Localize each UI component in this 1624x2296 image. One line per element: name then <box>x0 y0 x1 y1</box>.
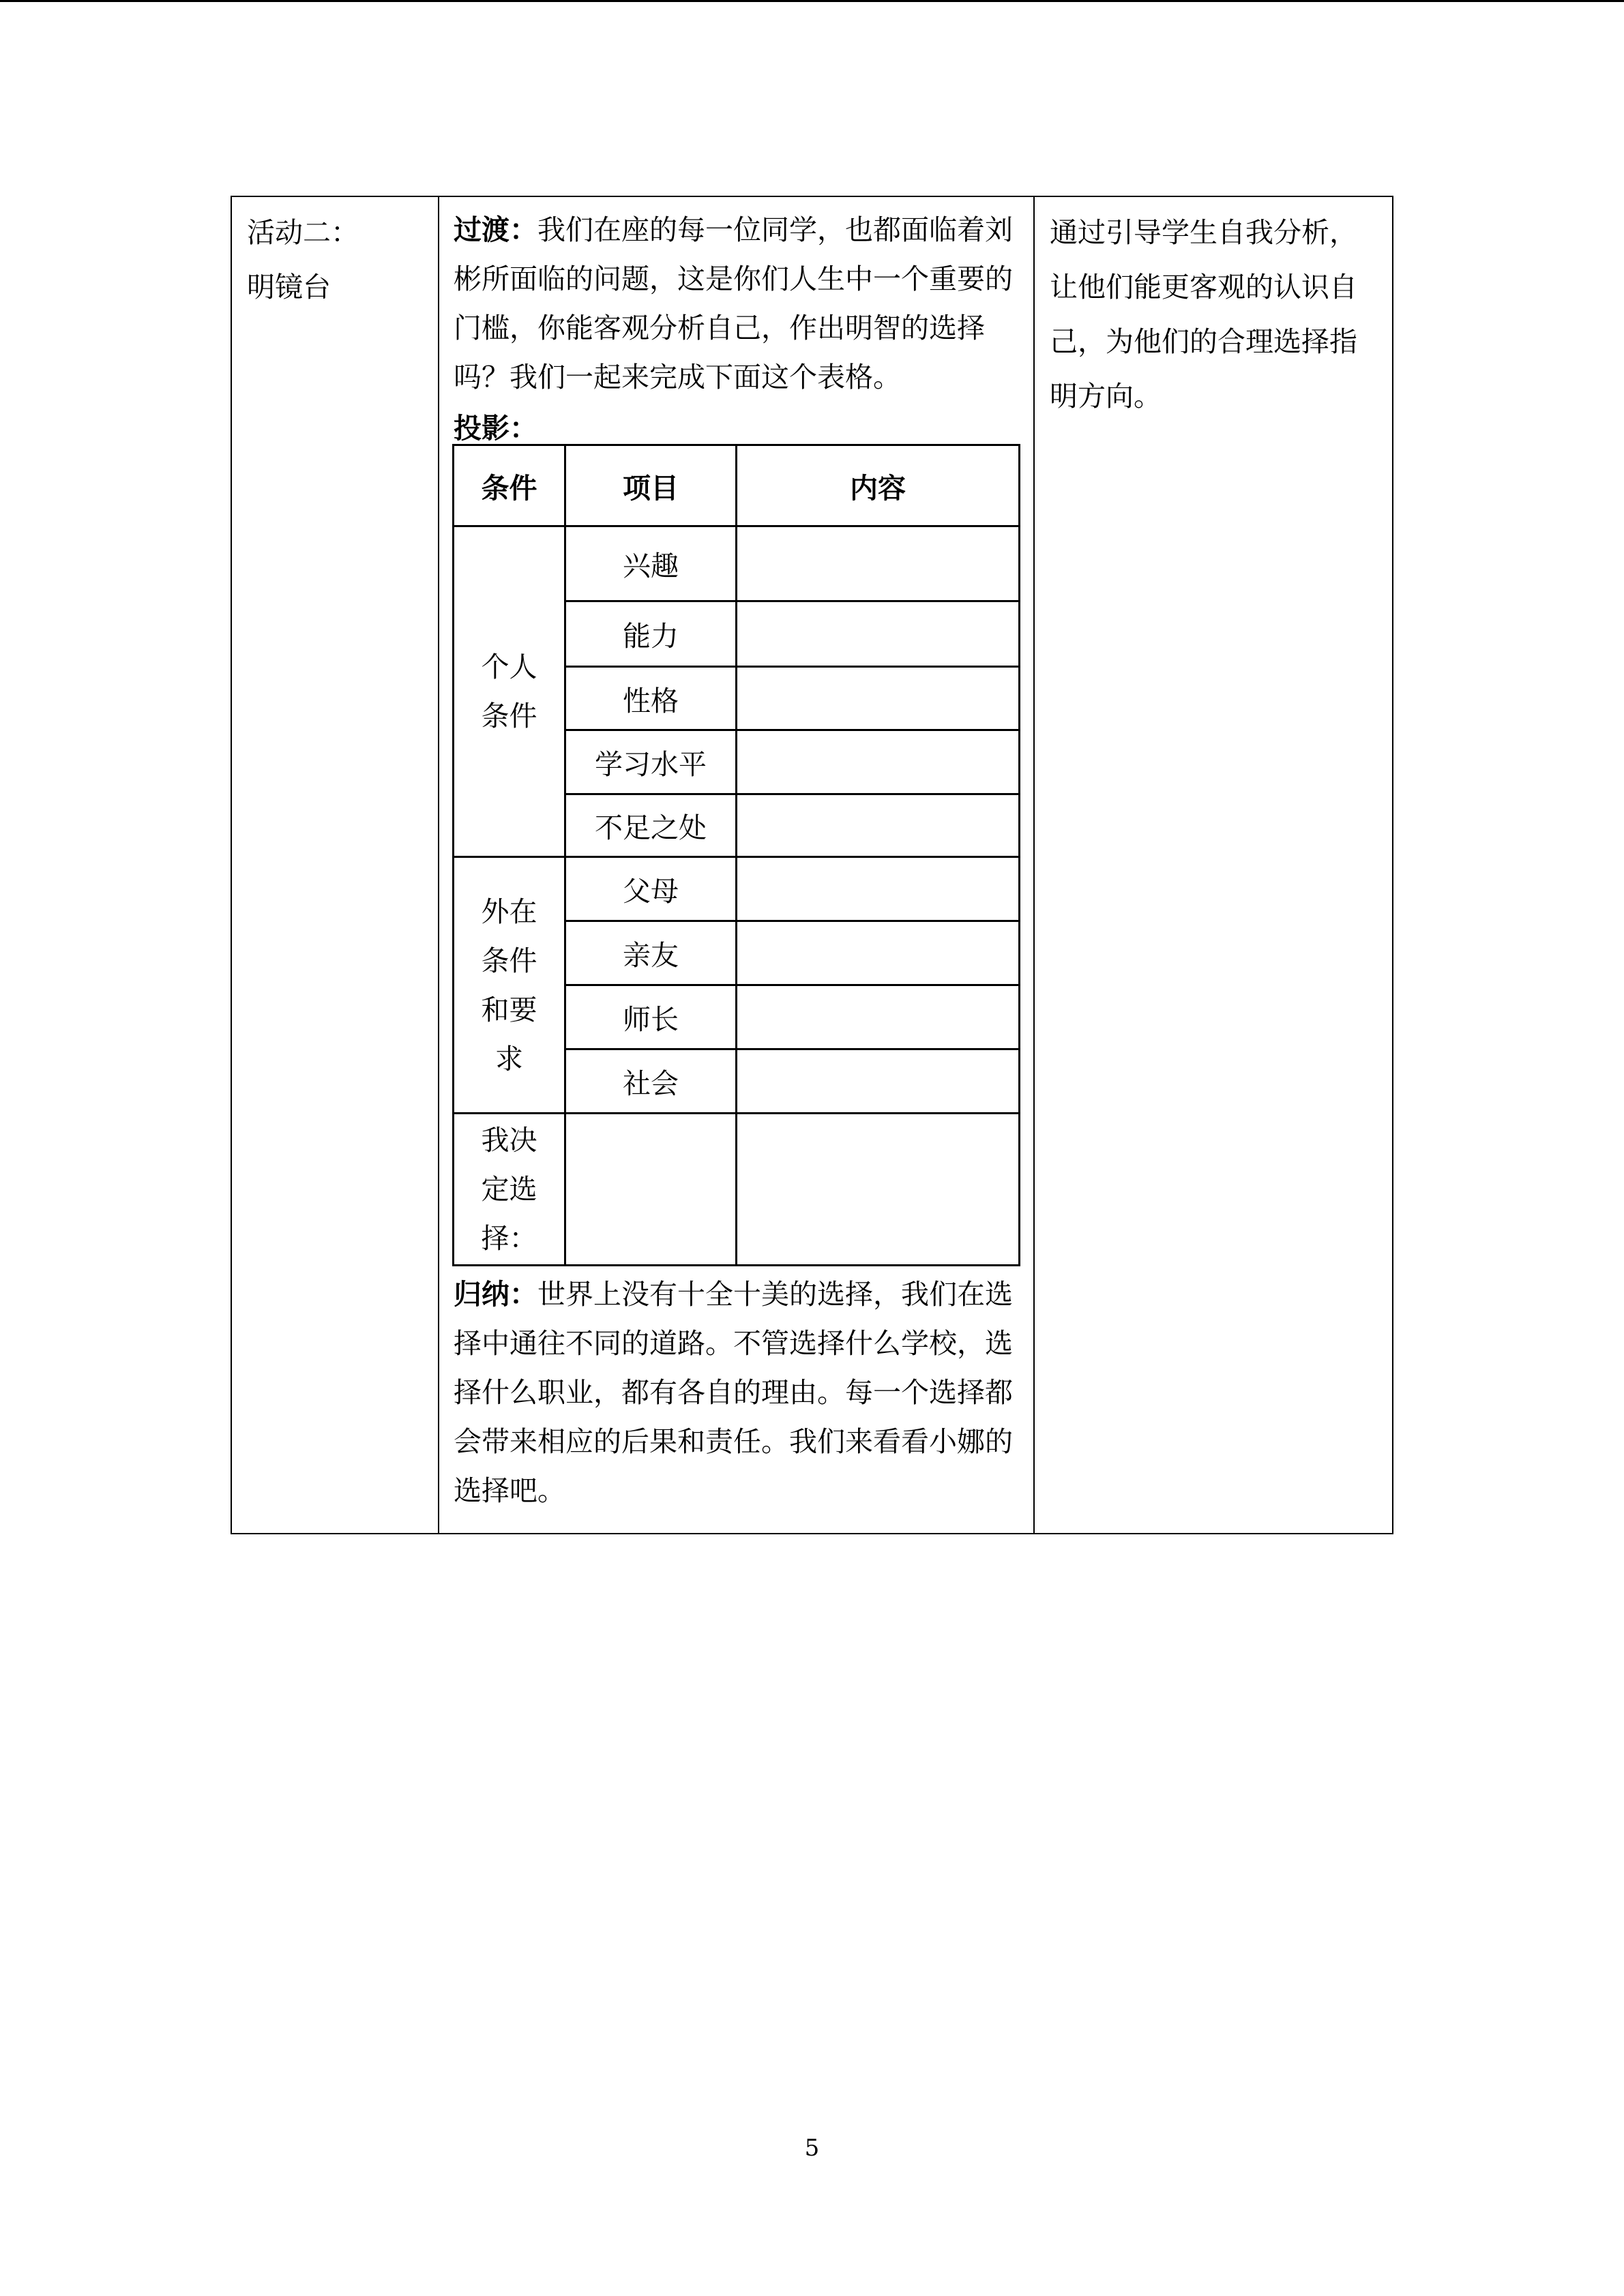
projection-label: 投影： <box>454 412 537 445</box>
transition-label: 过渡： <box>454 213 537 246</box>
item-cell: 社会 <box>565 1049 737 1114</box>
content-cell <box>737 794 1020 857</box>
personal-group-label: 个人条件 <box>481 651 537 732</box>
decision-label: 我决定选择： <box>481 1124 537 1255</box>
item-cell: 兴趣 <box>565 526 737 601</box>
top-border-rule <box>0 0 1624 2</box>
activity-name: 明镜台 <box>247 271 331 303</box>
content-cell <box>737 985 1020 1049</box>
item-cell: 亲友 <box>565 921 737 985</box>
content-cell <box>737 667 1020 730</box>
content-cell <box>737 921 1020 985</box>
table-header-row <box>454 445 1020 526</box>
content-cell <box>737 730 1020 794</box>
lesson-table <box>231 196 1393 1534</box>
decision-cell <box>454 1114 565 1266</box>
decision-row <box>454 1114 1020 1266</box>
purpose-cell: 通过引导学生自我分析，让他们能更客观的认识自己，为他们的合理选择指明方向。 <box>1050 216 1357 413</box>
content-cell <box>737 1114 1020 1266</box>
item-cell: 师长 <box>565 985 737 1049</box>
projection-table <box>452 444 1020 1266</box>
item-cell <box>565 1114 737 1266</box>
table-row <box>454 526 1020 601</box>
item-cell: 父母 <box>565 857 737 921</box>
item-cell: 学习水平 <box>565 730 737 794</box>
external-group-cell <box>454 857 565 1114</box>
item-cell: 性格 <box>565 667 737 730</box>
summary-paragraph <box>454 1270 1023 1515</box>
column-divider <box>1033 197 1035 1533</box>
personal-group-cell <box>454 526 565 857</box>
external-group-label: 外在条件和要求 <box>481 895 537 1075</box>
content-cell <box>737 1049 1020 1114</box>
table-row <box>454 857 1020 921</box>
header-item: 项目 <box>565 445 737 526</box>
item-cell: 能力 <box>565 601 737 667</box>
item-cell: 不足之处 <box>565 794 737 857</box>
summary-label: 归纳： <box>454 1278 537 1311</box>
transition-paragraph <box>454 205 1023 402</box>
summary-text: 世界上没有十全十美的选择，我们在选择中通往不同的道路。不管选择什么学校，选择什么职业，都有各自的理由。每一个选择都会带来相应的后果和责任。我们来看看小娜的选择吧。 <box>454 1278 1013 1507</box>
content-cell <box>737 857 1020 921</box>
header-content: 内容 <box>737 445 1020 526</box>
content-cell <box>737 526 1020 601</box>
activity-cell <box>247 205 431 314</box>
header-condition: 条件 <box>454 445 565 526</box>
page-number: 5 <box>804 2134 820 2162</box>
activity-title: 活动二： <box>247 216 359 249</box>
column-divider <box>438 197 439 1533</box>
transition-text: 我们在座的每一位同学，也都面临着刘彬所面临的问题，这是你们人生中一个重要的门槛，你能客观分析自己，作出明智的选择吗？我们一起来完成下面这个表格。 <box>454 213 1013 393</box>
content-cell <box>737 601 1020 667</box>
